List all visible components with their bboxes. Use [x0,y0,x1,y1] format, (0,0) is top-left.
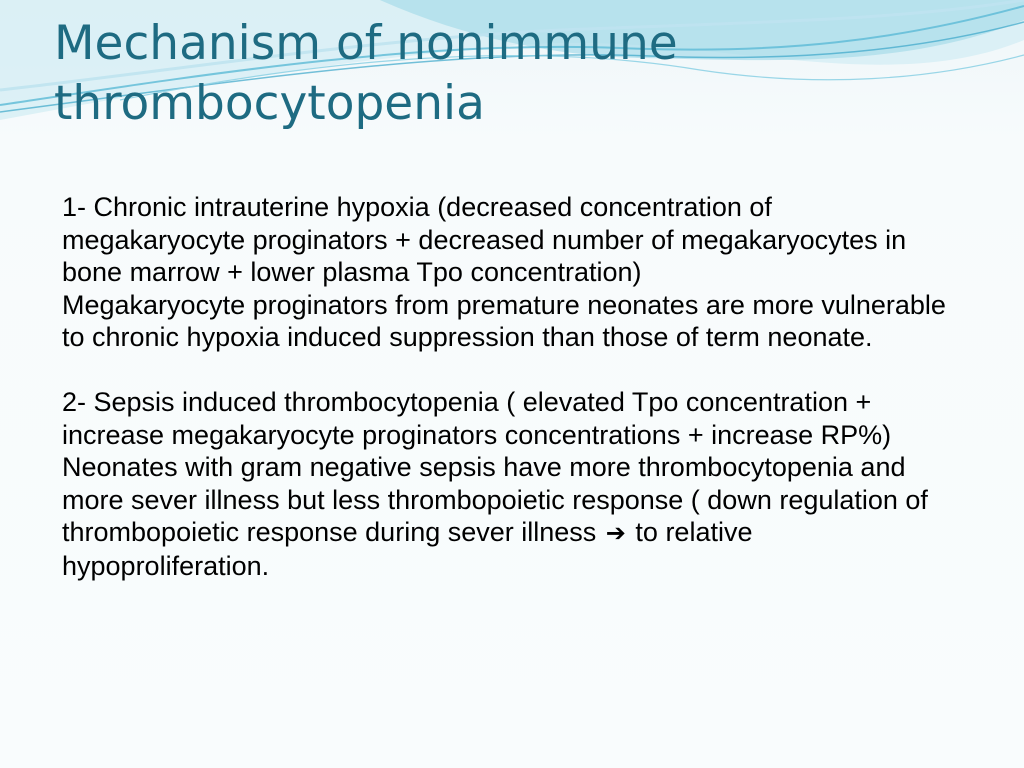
item-2-note-end: to relative hypoproliferation. [62,517,753,581]
item-1-note: Megakaryocyte proginators from premature neonates are more vulnerable to chronic hypoxia induced suppression than those of term neonate. [62,289,946,352]
item-2-text: 2- Sepsis induced thrombocytopenia ( elevated Tpo concentration + increase megakaryocyte proginators concentrations + increase RP%) [62,387,892,450]
right-arrow-icon: ➔ [605,519,626,547]
paragraph-spacer [62,354,962,387]
item-2-note-start: Neonates with gram negative sepsis have more thrombocytopenia and more sever illness but less thrombopoietic response ( down regulation of thrombopoietic response during sever illness [62,452,928,547]
slide-title: Mechanism of nonimmune thrombocytopenia [54,16,678,131]
item-2-note [62,451,962,582]
slide-body [62,191,962,582]
item-1-text: 1- Chronic intrauterine hypoxia (decreased concentration of megakaryocyte proginators + decreased number of megakaryocytes in bone marrow + lower plasma Tpo concentration) [62,192,907,287]
